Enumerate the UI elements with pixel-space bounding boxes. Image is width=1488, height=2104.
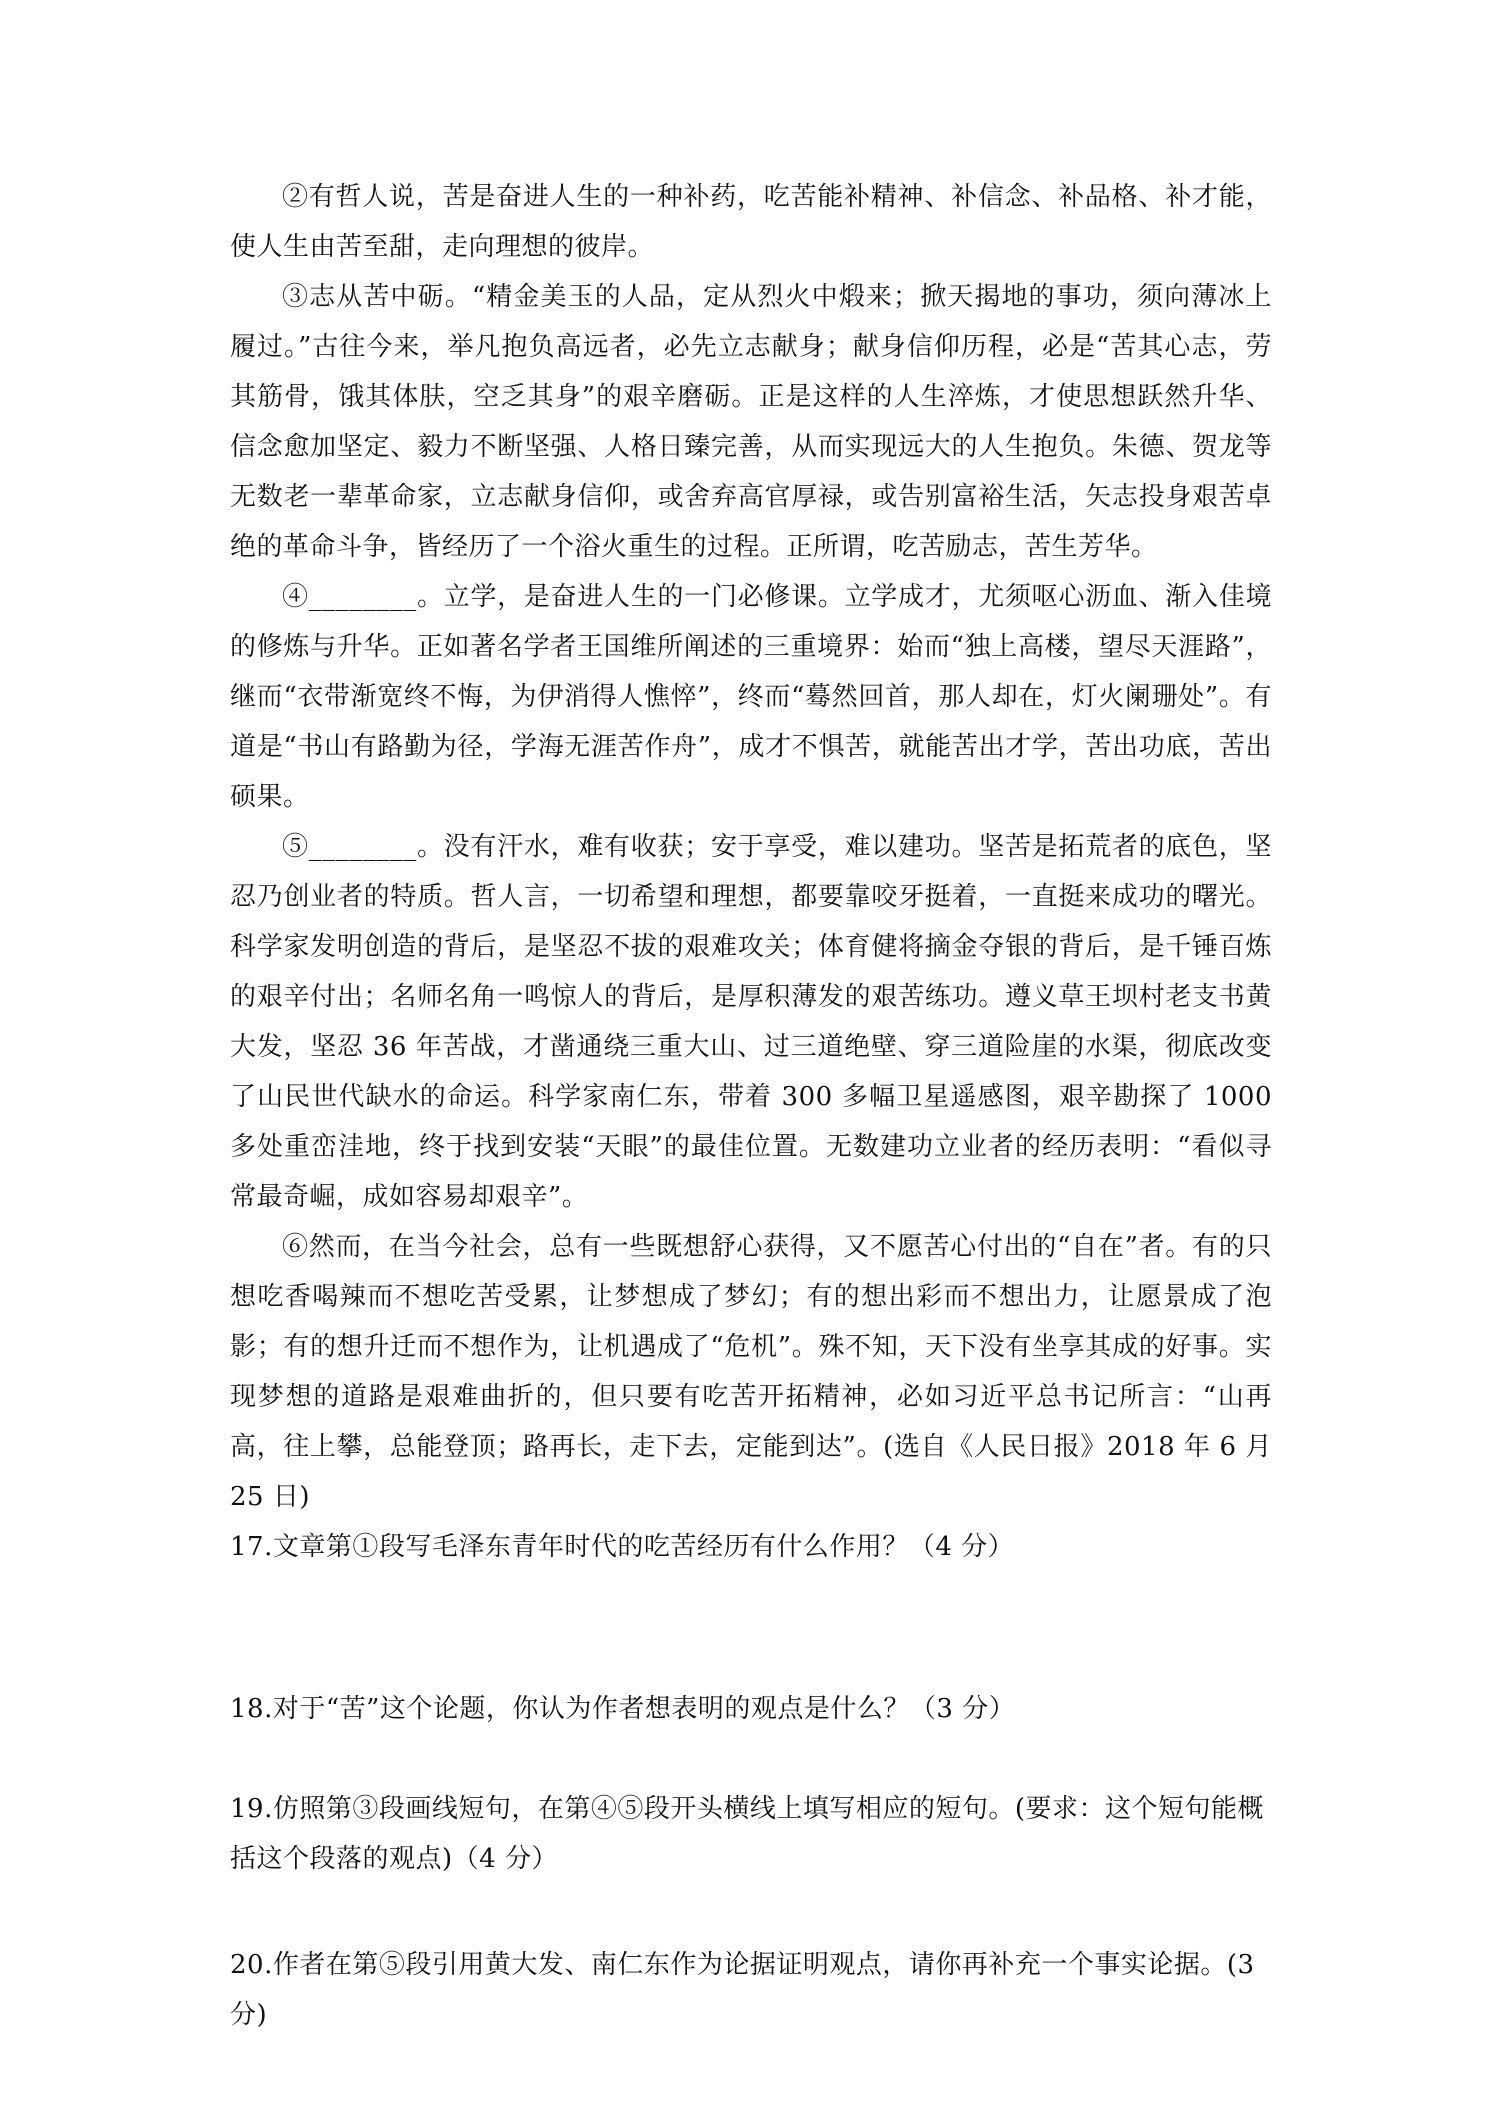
paragraph-6: ⑥然而，在当今社会，总有一些既想舒心获得，又不愿苦心付出的“自在”者。有的只想吃香喝辣而不想吃苦受累，让梦想成了梦幻；有的想出彩而不想出力，让愿景成了泡影；有的想升迁而不想作为，让机遇成了“危机”。殊不知，天下没有坐享其成的好事。实现梦想的道路是艰难曲折的，但只要有吃苦开拓精神，必如习近平总书记所言：“山再高，往上攀，总能登顶；路再长，走下去，定能到达”。(选自《人民日报》2018 年 6 月 25 日): [230, 1232, 1272, 1512]
question-20: 20.作者在第⑤段引用黄大发、南仁东作为论据证明观点，请你再补充一个事实论据。(3 分): [230, 1950, 1255, 2030]
article-body: [230, 172, 1272, 2040]
paragraph-3: ③志从苦中砺。“精金美玉的人品，定从烈火中煅来；掀天揭地的事功，须向薄冰上履过。”古往今来，举凡抱负高远者，必先立志献身；献身信仰历程，必是“苦其心志，劳其筋骨，饿其体肤，空乏其身”的艰辛磨砺。正是这样的人生淬炼，才使思想跃然升华、信念愈加坚定、毅力不断坚强、人格日臻完善，从而实现远大的人生抱负。朱德、贺龙等无数老一辈革命家，立志献身信仰，或舍弃高官厚禄，或告别富裕生活，矢志投身艰苦卓绝的革命斗争，皆经历了一个浴火重生的过程。正所谓，吃苦励志，苦生芳华。: [230, 282, 1272, 562]
question-18: 18.对于“苦”这个论题，你认为作者想表明的观点是什么？（3 分）: [230, 1694, 1016, 1724]
paragraph-5: ⑤________。没有汗水，难有收获；安于享受，难以建功。坚苦是拓荒者的底色，坚忍乃创业者的特质。哲人言，一切希望和理想，都要靠咬牙挺着，一直挺来成功的曙光。科学家发明创造的背后，是坚忍不拔的艰难攻关；体育健将摘金夺银的背后，是千锤百炼的艰辛付出；名师名角一鸣惊人的背后，是厚积薄发的艰苦练功。遵义草王坝村老支书黄大发，坚忍 36 年苦战，才凿通绕三重大山、过三道绝壁、穿三道险崖的水渠，彻底改变了山民世代缺水的命运。科学家南仁东，带着 300 多幅卫星遥感图，艰辛勘探了 1000 多处重峦洼地，终于找到安装“天眼”的最佳位置。无数建功立业者的经历表明：“看似寻常最奇崛，成如容易却艰辛”。: [230, 832, 1272, 1212]
question-17: 17.文章第①段写毛泽东青年时代的吃苦经历有什么作用？（4 分）: [230, 1532, 1015, 1562]
paragraph-4: ④________。立学，是奋进人生的一门必修课。立学成才，尤须呕心沥血、渐入佳境的修炼与升华。正如著名学者王国维所阐述的三重境界：始而“独上高楼，望尽天涯路”，继而“衣带渐宽终不悔，为伊消得人憔悴”，终而“蓦然回首，那人却在，灯火阑珊处”。有道是“书山有路勤为径，学海无涯苦作舟”，成才不惧苦，就能苦出才学，苦出功底，苦出硕果。: [230, 582, 1272, 812]
paragraph-2: ②有哲人说，苦是奋进人生的一种补药，吃苦能补精神、补信念、补品格、补才能，使人生由苦至甜，走向理想的彼岸。: [230, 182, 1272, 262]
question-19: 19.仿照第③段画线短句，在第④⑤段开头横线上填写相应的短句。(要求：这个短句能概括这个段落的观点)（4 分）: [230, 1794, 1264, 1874]
